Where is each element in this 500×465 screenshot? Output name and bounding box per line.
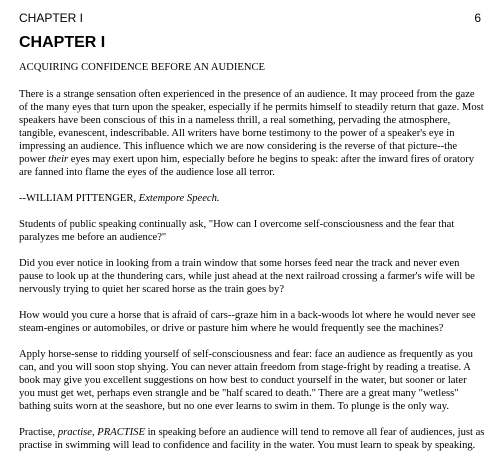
emphasis-text: practise xyxy=(57,427,92,438)
paragraph xyxy=(19,426,485,452)
attribution-author: --WILLIAM PITTENGER, xyxy=(19,193,139,204)
chapter-title: CHAPTER I xyxy=(19,34,106,51)
section-heading: ACQUIRING CONFIDENCE BEFORE AN AUDIENCE xyxy=(19,62,266,73)
running-head xyxy=(19,11,481,25)
emphasis-text: their xyxy=(48,154,69,165)
paragraph: Apply horse-sense to ridding yourself of self-consciousness and fear: face an audience as frequently as you can, and you will soon stop shying. You can never attain freedom from stage-fright by reading a treatise. A book may give you excellent suggestions on how best to conduct yourself in the water, but sooner or later you must get wet, perhaps even strangle and be "half scared to death." There are a great many "wetless" bathing suits worn at the seashore, but no one ever learns to swim in them. To plunge is the only way. xyxy=(19,349,473,412)
attribution-source: Extempore Speech. xyxy=(138,193,220,204)
attribution xyxy=(19,192,485,205)
paragraph: How would you cure a horse that is afraid of cars--graze him in a back-woods lot where he would never see steam-engines or automobiles, or drive or pasture him where he would frequently see the machines? xyxy=(19,310,476,334)
running-head-title: CHAPTER I xyxy=(19,11,84,25)
emphasis-text: PRACTISE xyxy=(97,427,145,438)
paragraph-text: There is a strange sensation often experienced in the presence of an audience. It may proceed from the gaze of the many eyes that turn upon the speaker, especially if he permits himself to steadily return that gaze. Most speakers have been conscious of this in a nameless thrill, a real something, pervading the atmosphere, tangible, evanescent, indescribable. All writers have borne testimony to the power of a speaker's eye in impressing an audience. This influence which we are now considering is the reverse of that picture--the power xyxy=(19,89,484,165)
paragraph-text: eyes may exert upon him, especially before he begins to speak: after the inward fires of oratory are fanned into flame the eyes of the audience lose all terror. xyxy=(19,154,475,178)
paragraph-text: in speaking before an audience will tend to remove all fear of audiences, just as practise in swimming will lead to confidence and facility in the water. You must learn to speak by speaking. xyxy=(19,427,485,451)
page-number: 6 xyxy=(474,11,481,25)
paragraph: Students of public speaking continually ask, "How can I overcome self-consciousness and the fear that paralyzes me before an audience?" xyxy=(19,219,455,243)
paragraph-text: Practise, xyxy=(19,427,58,438)
body-text xyxy=(19,61,485,465)
paragraph-epigraph xyxy=(19,88,485,179)
paragraph: Did you ever notice in looking from a train window that some horses feed near the track and never even pause to look up at the thundering cars, while just ahead at the next railroad crossing a farmer's wife will be nervously trying to quiet her scared horse as the train goes by? xyxy=(19,258,475,295)
paragraph-text: , xyxy=(91,427,98,438)
